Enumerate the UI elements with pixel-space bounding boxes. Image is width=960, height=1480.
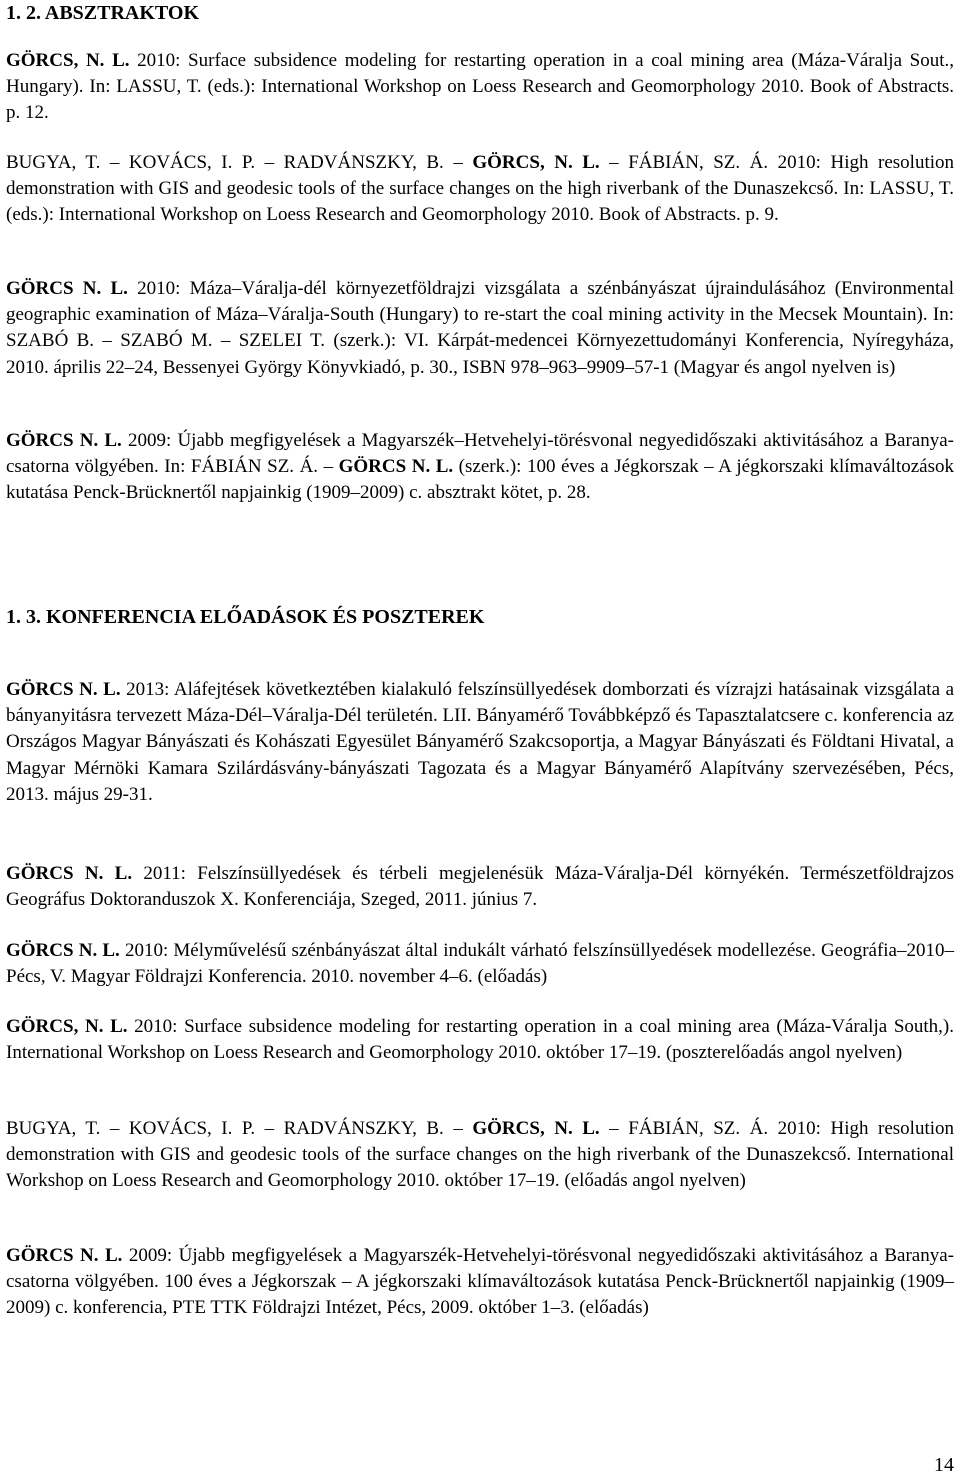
entry-author: GÖRCS, N. L. [6, 1016, 128, 1037]
conference-entry-5 [6, 1116, 954, 1195]
entry-text: 2010: Surface subsidence modeling for restarting operation in a coal mining area (Máza-Váralja South,). International Workshop on Loess Research and Geomorphology 2010. október 17–19. (poszterelőadás angol nyelven) [6, 1016, 954, 1064]
entry-text: 2010: Mélyművelésű szénbányászat által indukált várható felszínsüllyedések modellezése. Geográfia–2010–Pécs, V. Magyar Földrajzi Konferencia. 2010. november 4–6. (előadás) [6, 940, 954, 988]
entry-author: GÖRCS N. L. [6, 679, 121, 700]
entry-author: GÖRCS N. L. [6, 940, 120, 961]
document-page [6, 0, 954, 1480]
entry-text: 2010: Surface subsidence modeling for restarting operation in a coal mining area (Máza-Váralja Sout., Hungary). In: LASSU, T. (eds.): International Workshop on Loess Research and Geomorphology 2010. Book of Abstracts. p. 12. [6, 50, 954, 124]
entry-coauthors: BUGYA, T. – KOVÁCS, I. P. – RADVÁNSZKY, B. – [6, 1118, 473, 1139]
entry-author: GÖRCS N. L. [6, 430, 122, 451]
conference-entry-1 [6, 677, 954, 808]
entry-author: GÖRCS, N. L. [472, 1118, 600, 1139]
abstract-entry-3 [6, 276, 954, 381]
entry-author: GÖRCS N. L. [338, 456, 454, 478]
entry-author: GÖRCS, N. L. [6, 50, 130, 71]
entry-author: GÖRCS N. L. [6, 1245, 123, 1266]
entry-text: – FÁBIÁN, SZ. Á. 2010: High resolution demonstration with GIS and geodesic tools of the surface changes on the high riverbank of the Dunaszekcső. International Workshop on Loess Research and Geomorphology 2010. október 17–19. (előadás angol nyelven) [6, 1118, 954, 1192]
entry-text: – FÁBIÁN, SZ. Á. 2010: High resolution demonstration with GIS and geodesic tools of the surface changes on the high riverbank of the Dunaszekcső. In: LASSU, T. (eds.): International Workshop on Loess Research and Geomorphology 2010. Book of Abstracts. p. 9. [6, 152, 954, 226]
entry-author: GÖRCS N. L. [6, 278, 128, 299]
abstract-entry-2 [6, 150, 954, 229]
section-heading-conferences: 1. 3. KONFERENCIA ELŐADÁSOK ÉS POSZTEREK [6, 606, 485, 628]
entry-text: 2009: Újabb megfigyelések a Magyarszék–Hetvehelyi-törésvonal negyedidőszaki aktivitásához a Baranya-csatorna völgyében. In: FÁBIÁN SZ. Á. – [6, 430, 954, 478]
conference-entry-2 [6, 861, 954, 913]
section-heading-abstracts: 1. 2. ABSZTRAKTOK [6, 2, 200, 24]
abstract-entry-1 [6, 48, 954, 127]
entry-author: GÖRCS N. L. [6, 863, 133, 884]
entry-text: 2010: Máza–Váralja-dél környezetföldrajzi vizsgálata a szénbányászat újraindulásához (Environmental geographic examination of Máza–Váralja-South (Hungary) to re-start the coal mining activity in the Mecsek Mountain). In: SZABÓ B. – SZABÓ M. – SZELEI T. (szerk.): VI. Kárpát-medencei Környezettudományi Konferencia, Nyíregyháza, 2010. április 22–24, Bessenyei György Könyvkiadó, p. 30., ISBN 978–963–9909–57-1 (Magyar és angol nyelven is) [6, 278, 954, 378]
abstract-entry-4 [6, 428, 954, 507]
entry-text: 2011: Felszínsüllyedések és térbeli megjelenésük Máza-Váralja-Dél környékén. Természetföldrajzos Geográfus Doktoranduszok X. Konferenciája, Szeged, 2011. június 7. [6, 863, 954, 911]
conference-entry-6 [6, 1243, 954, 1322]
conference-entry-3 [6, 938, 954, 990]
entry-coauthors: BUGYA, T. – KOVÁCS, I. P. – RADVÁNSZKY, B. – [6, 152, 473, 173]
conference-entry-4 [6, 1014, 954, 1066]
entry-text: 2009: Újabb megfigyelések a Magyarszék-Hetvehelyi-törésvonal negyedidőszaki aktivitásához a Baranya-csatorna völgyében. 100 éves a Jégkorszak – A jégkorszaki klímaváltozások kutatása Penck-Brücknertől napjainkig (1909–2009) c. konferencia, PTE TTK Földrajzi Intézet, Pécs, 2009. október 1–3. (előadás) [6, 1245, 954, 1319]
page-number: 14 [934, 1454, 954, 1476]
entry-author: GÖRCS, N. L. [472, 152, 600, 173]
entry-text: (szerk.): 100 éves a Jégkorszak – A jégkorszaki klímaváltozások kutatása Penck-Brücknertől napjainkig (1909–2009) c. absztrakt kötet, p. 28. [6, 456, 954, 504]
entry-text: 2013: Aláfejtések következtében kialakuló felszínsüllyedések domborzati és vízrajzi hatásainak vizsgálata a bányanyitásra tervezett Máza-Dél–Váralja-Dél területén. LII. Bányamérő Továbbképző és Tapasztalatcsere c. konferencia az Országos Magyar Bányászati és Kohászati Egyesület Bányamérő Szakcsoportja, a Magyar Bányászati és Földtani Hivatal, a Magyar Mérnöki Kamara Szilárdásvány-bányászati Tagozata és a Magyar Bányamérő Alapítvány szervezésében, Pécs, 2013. május 29-31. [6, 679, 955, 805]
